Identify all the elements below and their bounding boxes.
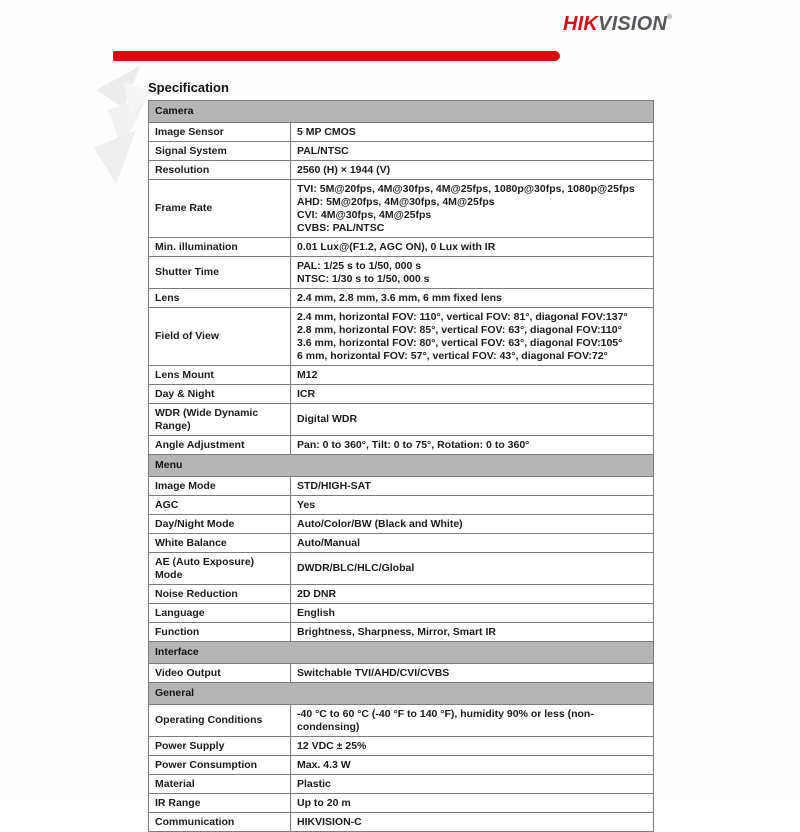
spec-value-line: Switchable TVI/AHD/CVI/CVBS — [297, 666, 450, 679]
spec-row — [149, 585, 654, 604]
page-title: Specification — [148, 80, 229, 95]
spec-value — [291, 436, 654, 455]
spec-value — [291, 496, 654, 515]
spec-label: Shutter Time — [149, 257, 291, 289]
spec-value-line: 2.4 mm, 2.8 mm, 3.6 mm, 6 mm fixed lens — [297, 291, 502, 304]
spec-value — [291, 257, 654, 289]
spec-row — [149, 436, 654, 455]
spec-value-line: PAL: 1/25 s to 1/50, 000 s — [297, 259, 422, 272]
spec-label: Function — [149, 623, 291, 642]
spec-value-line: 0.01 Lux@(F1.2, AGC ON), 0 Lux with IR — [297, 240, 496, 253]
spec-value-line: -40 °C to 60 °C (-40 °F to 140 °F), humidity 90% or less (non-condensing) — [297, 707, 594, 733]
spec-value-line: Digital WDR — [297, 413, 358, 425]
spec-row — [149, 664, 654, 683]
spec-value-line: Yes — [297, 498, 316, 511]
spec-value-line: 6 mm, horizontal FOV: 57°, vertical FOV: 43°, diagonal FOV:72° — [297, 349, 608, 362]
spec-value — [291, 756, 654, 775]
section-title: Camera — [149, 101, 654, 123]
spec-value-line: 12 VDC ± 25% — [297, 739, 367, 752]
spec-row — [149, 813, 654, 832]
logo-text-hik: HIK — [563, 13, 599, 35]
spec-value — [291, 813, 654, 832]
spec-label: Field of View — [149, 308, 291, 366]
spec-value — [291, 623, 654, 642]
spec-value-line: 2.8 mm, horizontal FOV: 85°, vertical FOV: 63°, diagonal FOV:110° — [297, 323, 622, 336]
specification-table-container — [148, 100, 654, 832]
spec-value — [291, 289, 654, 308]
section-header-row — [149, 642, 654, 664]
spec-row — [149, 477, 654, 496]
spec-value-line: 2560 (H) × 1944 (V) — [297, 163, 391, 176]
spec-label: Frame Rate — [149, 180, 291, 238]
spec-label: AE (Auto Exposure) Mode — [149, 553, 291, 585]
spec-value-line: DWDR/BLC/HLC/Global — [297, 562, 415, 574]
spec-value-line: TVI: 5M@20fps, 4M@30fps, 4M@25fps, 1080p@30fps, 1080p@25fps — [297, 182, 635, 195]
spec-value-line: Up to 20 m — [297, 796, 351, 809]
spec-row — [149, 794, 654, 813]
spec-label: Image Sensor — [149, 123, 291, 142]
spec-value-line: English — [297, 606, 335, 619]
spec-row — [149, 161, 654, 180]
spec-label: Min. illumination — [149, 238, 291, 257]
spec-label: White Balance — [149, 534, 291, 553]
section-title: General — [149, 683, 654, 705]
spec-row — [149, 756, 654, 775]
spec-row — [149, 289, 654, 308]
spec-row — [149, 308, 654, 366]
spec-row — [149, 238, 654, 257]
spec-row — [149, 515, 654, 534]
spec-value — [291, 553, 654, 585]
spec-row — [149, 180, 654, 238]
spec-value — [291, 404, 654, 436]
spec-row — [149, 123, 654, 142]
spec-row — [149, 366, 654, 385]
spec-label: Day & Night — [149, 385, 291, 404]
spec-value — [291, 142, 654, 161]
spec-value-line: ICR — [297, 387, 316, 400]
spec-label: Angle Adjustment — [149, 436, 291, 455]
trademark-symbol: ® — [667, 14, 673, 21]
spec-row — [149, 705, 654, 737]
spec-row — [149, 775, 654, 794]
spec-value-line: AHD: 5M@20fps, 4M@30fps, 4M@25fps — [297, 195, 495, 208]
spec-value-line: PAL/NTSC — [297, 144, 349, 157]
section-header-row — [149, 683, 654, 705]
spec-value-line: NTSC: 1/30 s to 1/50, 000 s — [297, 272, 430, 285]
spec-row — [149, 737, 654, 756]
spec-value-line: 3.6 mm, horizontal FOV: 80°, vertical FOV: 63°, diagonal FOV:105° — [297, 336, 623, 349]
spec-label: Communication — [149, 813, 291, 832]
spec-value — [291, 366, 654, 385]
spec-label: Day/Night Mode — [149, 515, 291, 534]
spec-value — [291, 664, 654, 683]
spec-value-line: 5 MP CMOS — [297, 125, 356, 138]
spec-value — [291, 794, 654, 813]
spec-value-line: Max. 4.3 W — [297, 758, 351, 771]
spec-value-line: CVBS: PAL/NTSC — [297, 221, 385, 234]
spec-row — [149, 604, 654, 623]
spec-label: Signal System — [149, 142, 291, 161]
section-header-row — [149, 455, 654, 477]
spec-value — [291, 385, 654, 404]
spec-row — [149, 404, 654, 436]
spec-row — [149, 142, 654, 161]
spec-label: Image Mode — [149, 477, 291, 496]
spec-label: Noise Reduction — [149, 585, 291, 604]
spec-value-line: CVI: 4M@30fps, 4M@25fps — [297, 208, 432, 221]
spec-label: IR Range — [149, 794, 291, 813]
spec-value-line: 2D DNR — [297, 587, 337, 600]
spec-value — [291, 238, 654, 257]
section-header-row — [149, 101, 654, 123]
spec-value — [291, 585, 654, 604]
spec-value — [291, 161, 654, 180]
section-title: Menu — [149, 455, 654, 477]
spec-label: Power Consumption — [149, 756, 291, 775]
spec-row — [149, 496, 654, 515]
spec-label: Material — [149, 775, 291, 794]
spec-label: Lens — [149, 289, 291, 308]
spec-row — [149, 623, 654, 642]
spec-value — [291, 604, 654, 623]
spec-label: Operating Conditions — [149, 705, 291, 737]
spec-value-line: Auto/Color/BW (Black and White) — [297, 517, 463, 530]
spec-value-line: Pan: 0 to 360°, Tilt: 0 to 75°, Rotation: 0 to 360° — [297, 438, 530, 451]
spec-value — [291, 180, 654, 238]
spec-label: AGC — [149, 496, 291, 515]
spec-label: Lens Mount — [149, 366, 291, 385]
spec-value — [291, 705, 654, 737]
spec-row — [149, 553, 654, 585]
section-title: Interface — [149, 642, 654, 664]
logo-text-vision: VISION — [598, 13, 668, 35]
spec-value-line: M12 — [297, 368, 318, 381]
spec-row — [149, 534, 654, 553]
spec-value-line: HIKVISION-C — [297, 815, 362, 828]
spec-label: Power Supply — [149, 737, 291, 756]
spec-value — [291, 534, 654, 553]
spec-value-line: STD/HIGH-SAT — [297, 479, 371, 492]
spec-value-line: 2.4 mm, horizontal FOV: 110°, vertical FOV: 81°, diagonal FOV:137° — [297, 310, 628, 323]
brand-red-divider — [113, 51, 560, 61]
spec-value — [291, 308, 654, 366]
spec-row — [149, 385, 654, 404]
spec-value — [291, 477, 654, 496]
spec-label: Resolution — [149, 161, 291, 180]
spec-row — [149, 257, 654, 289]
spec-value — [291, 775, 654, 794]
spec-value — [291, 123, 654, 142]
spec-label: WDR (Wide Dynamic Range) — [149, 404, 291, 436]
spec-value — [291, 737, 654, 756]
hikvision-logo — [563, 13, 672, 36]
spec-value — [291, 515, 654, 534]
spec-value-line: Auto/Manual — [297, 536, 360, 549]
spec-value-line: Brightness, Sharpness, Mirror, Smart IR — [297, 625, 496, 638]
spec-label: Language — [149, 604, 291, 623]
specification-table — [148, 100, 654, 832]
spec-label: Video Output — [149, 664, 291, 683]
spec-value-line: Plastic — [297, 777, 331, 790]
